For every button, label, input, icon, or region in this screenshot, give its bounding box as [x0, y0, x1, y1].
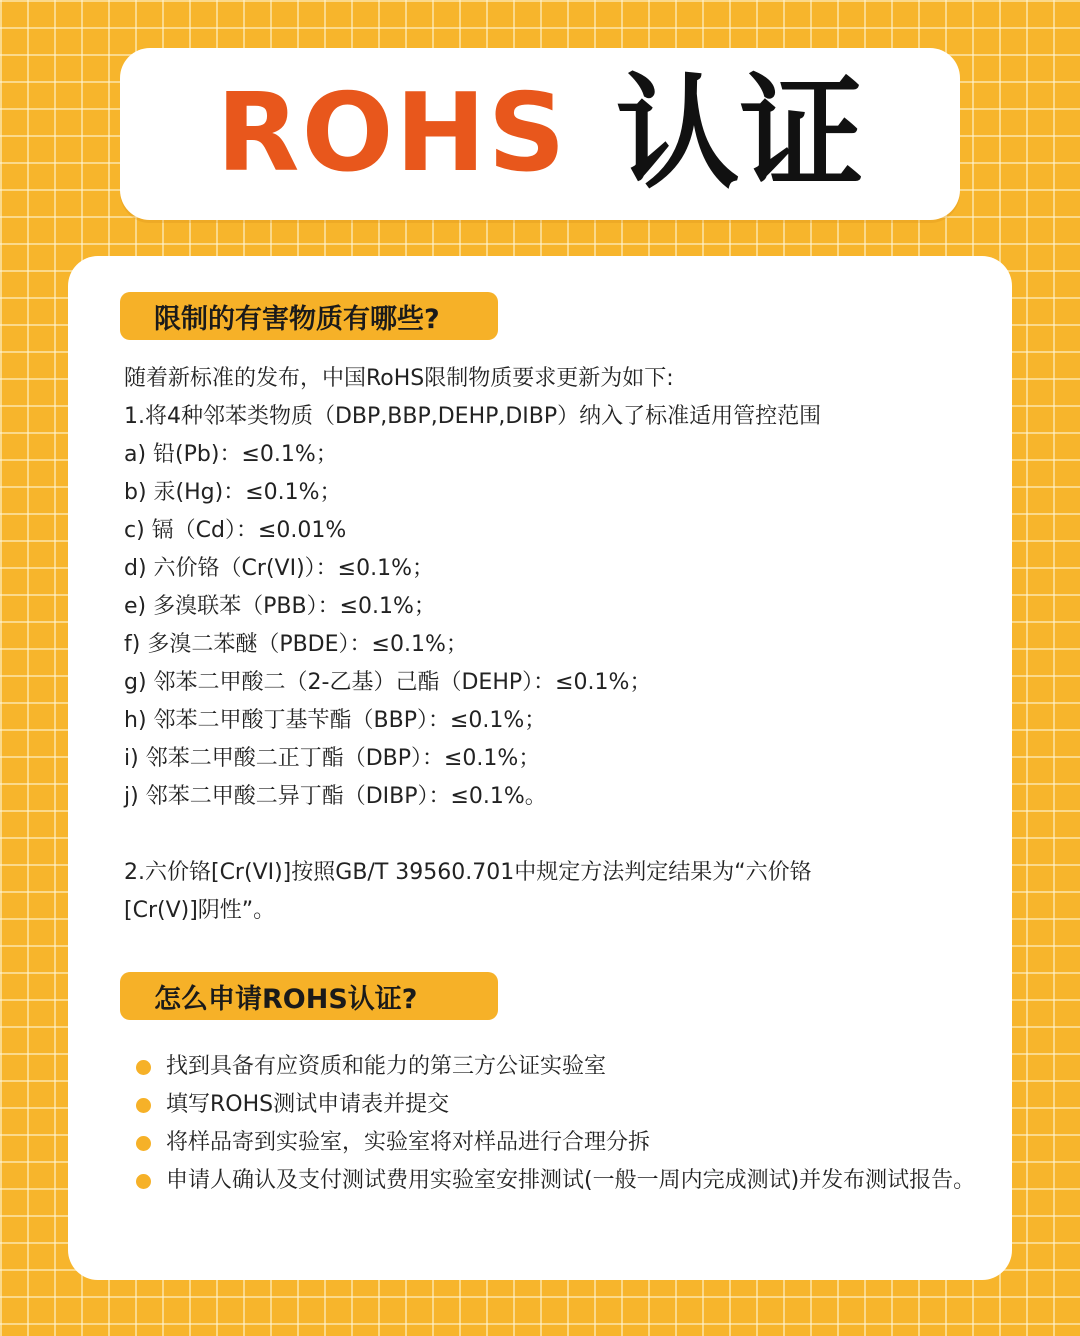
intro-text: 随着新标准的发布，中国RoHS限制物质要求更新为如下: [124, 366, 674, 391]
bullet-dot-icon [136, 1136, 151, 1151]
point-1-text: 1.将4种邻苯类物质（DBP,BBP,DEHP,DIBP）纳入了标准适用管控范围 [124, 404, 822, 429]
content-card [68, 256, 1012, 1280]
restricted-substances-text [124, 360, 984, 930]
step-text: 将样品寄到实验室，实验室将对样品进行合理分拆 [166, 1130, 651, 1155]
bullet-dot-icon [136, 1060, 151, 1075]
substance-item: b) 汞(Hg)：≤0.1%； [124, 480, 342, 505]
list-item [136, 1086, 986, 1124]
step-text: 找到具备有应资质和能力的第三方公证实验室 [166, 1054, 607, 1079]
substance-item: h) 邻苯二甲酸丁基苄酯（BBP）：≤0.1%； [124, 708, 547, 733]
substance-item: i) 邻苯二甲酸二正丁酯（DBP）：≤0.1%； [124, 746, 541, 771]
list-item [136, 1048, 986, 1086]
substance-item: g) 邻苯二甲酸二（2-乙基）己酯（DEHP）：≤0.1%； [124, 670, 652, 695]
spacer [124, 816, 984, 854]
application-steps-list [136, 1048, 986, 1200]
title-rohs: ROHS [216, 71, 568, 196]
substance-item: c) 镉（Cd）：≤0.01% [124, 518, 347, 543]
bullet-dot-icon [136, 1174, 151, 1189]
point-2-text-line-1: 2.六价铬[Cr(VI)]按照GB/T 39560.701中规定方法判定结果为“六价铬 [124, 860, 812, 885]
section-label-how-to-apply: 怎么申请ROHS认证? [120, 972, 498, 1020]
title-card [120, 48, 960, 220]
substance-item: d) 六价铬（Cr(VI)）：≤0.1%； [124, 556, 434, 581]
substance-item: e) 多溴联苯（PBB）：≤0.1%； [124, 594, 436, 619]
point-2-text-line-2: [Cr(V)]阴性”。 [124, 898, 276, 923]
step-text: 填写ROHS测试申请表并提交 [166, 1092, 450, 1117]
section-label-restricted-substances: 限制的有害物质有哪些? [120, 292, 498, 340]
step-text: 申请人确认及支付测试费用实验室安排测试(一般一周内完成测试)并发布测试报告。 [166, 1168, 976, 1193]
list-item [136, 1162, 986, 1200]
substance-item: j) 邻苯二甲酸二异丁酯（DIBP）：≤0.1%。 [124, 784, 547, 809]
list-item [136, 1124, 986, 1162]
substance-item: f) 多溴二苯醚（PBDE）：≤0.1%； [124, 632, 468, 657]
bullet-dot-icon [136, 1098, 151, 1113]
title-certification: 认证 [615, 62, 864, 206]
substance-item: a) 铅(Pb)：≤0.1%； [124, 442, 338, 467]
